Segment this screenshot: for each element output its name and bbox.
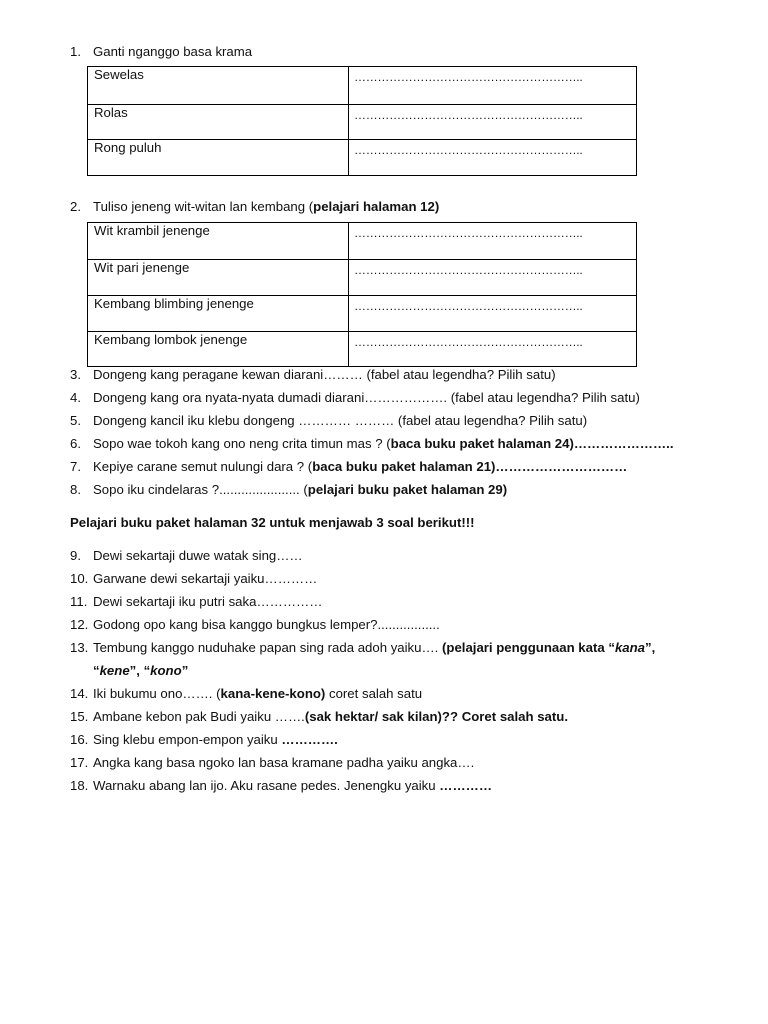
question-13: [70, 640, 655, 655]
question-text: Ambane kebon pak Budi yaiku …….: [93, 709, 305, 724]
table-basa-krama: [87, 66, 637, 176]
kono-word: kono: [150, 663, 182, 678]
question-number: 10.: [70, 571, 89, 586]
question-13-continued: [70, 663, 188, 678]
question-number: 1.: [70, 44, 81, 59]
page-reference: baca buku paket halaman 21)…………………………: [312, 459, 628, 474]
page-reference: pelajari halaman 12): [313, 199, 440, 214]
question-9: [70, 548, 303, 563]
question-text: Iki bukumu ono……. (: [93, 686, 221, 701]
table-row: [88, 67, 637, 105]
question-number: 14.: [70, 686, 89, 701]
question-tail: coret salah satu: [325, 686, 423, 701]
question-17: [70, 755, 474, 770]
page-reference-continued: “kene”, “kono”: [93, 663, 189, 678]
table-row: [88, 332, 637, 367]
instruction: (sak hektar/ sak kilan)?? Coret salah satu.: [304, 709, 568, 724]
row-label: Rolas: [88, 105, 349, 140]
kana-word: kana: [614, 640, 646, 655]
question-text: Dewi sekartaji iku putri saka……………: [93, 594, 323, 609]
kene-word: kene: [99, 663, 130, 678]
question-text: Kepiye carane semut nulungi dara ? (: [93, 459, 313, 474]
page-reference: pelajari buku paket halaman 29): [307, 482, 508, 497]
question-number: 18.: [70, 778, 89, 793]
question-number: 12.: [70, 617, 89, 632]
question-number: 17.: [70, 755, 89, 770]
question-3: [70, 367, 556, 382]
answer-blank[interactable]: …………………………………………………..: [349, 140, 637, 176]
question-18: [70, 778, 492, 793]
question-8: [70, 482, 507, 497]
question-text: Garwane dewi sekartaji yaiku…………: [93, 571, 318, 586]
question-number: 15.: [70, 709, 89, 724]
row-label: Kembang lombok jenenge: [88, 332, 349, 367]
question-10: [70, 571, 317, 586]
question-number: 9.: [70, 548, 81, 563]
table-row: [88, 223, 637, 260]
question-number: 4.: [70, 390, 81, 405]
question-text: Godong opo kang bisa kanggo bungkus lemper?.................: [93, 617, 440, 632]
question-text: Tuliso jeneng wit-witan lan kembang (: [93, 199, 314, 214]
question-text: Dongeng kang peragane kewan diarani……… (fabel atau legendha? Pilih satu): [93, 367, 556, 382]
question-16: [70, 732, 338, 747]
question-2: [70, 199, 439, 214]
answer-blank[interactable]: …………………………………………………..: [349, 296, 637, 332]
question-1: [70, 44, 252, 59]
answer-blank[interactable]: ………….: [281, 732, 338, 747]
row-label: Rong puluh: [88, 140, 349, 176]
question-14: [70, 686, 422, 701]
page-reference: baca buku paket halaman 24)…………………..: [390, 436, 674, 451]
answer-blank[interactable]: …………………………………………………..: [349, 105, 637, 140]
question-6: [70, 436, 674, 451]
question-15: [70, 709, 568, 724]
row-label: Wit krambil jenenge: [88, 223, 349, 260]
question-text: Sing klebu empon-empon yaiku: [93, 732, 282, 747]
word-options: kana-kene-kono): [220, 686, 326, 701]
row-label: Sewelas: [88, 67, 349, 105]
answer-blank[interactable]: …………………………………………………..: [349, 260, 637, 296]
question-number: 3.: [70, 367, 81, 382]
section-heading: Pelajari buku paket halaman 32 untuk menjawab 3 soal berikut!!!: [70, 515, 475, 530]
question-number: 5.: [70, 413, 81, 428]
row-label: Kembang blimbing jenenge: [88, 296, 349, 332]
answer-blank[interactable]: …………………………………………………..: [349, 223, 637, 260]
row-label: Wit pari jenenge: [88, 260, 349, 296]
table-row: [88, 296, 637, 332]
question-text: Sopo iku cindelaras ?...................... (: [93, 482, 308, 497]
answer-blank[interactable]: …………………………………………………..: [349, 67, 637, 105]
question-text: Dewi sekartaji duwe watak sing……: [93, 548, 303, 563]
question-text: Ganti nganggo basa krama: [93, 44, 253, 59]
question-5: [70, 413, 587, 428]
page-reference: (pelajari penggunaan kata “kana”,: [442, 640, 656, 655]
question-number: 11.: [70, 594, 88, 609]
question-text: Dongeng kang ora nyata-nyata dumadi diarani………………. (fabel atau legendha? Pilih satu): [93, 390, 640, 405]
question-7: [70, 459, 627, 474]
table-row: [88, 140, 637, 176]
question-12: [70, 617, 440, 632]
table-row: [88, 105, 637, 140]
question-text: Warnaku abang lan ijo. Aku rasane pedes. Jenengku yaiku: [93, 778, 440, 793]
table-row: [88, 260, 637, 296]
question-text: Sopo wae tokoh kang ono neng crita timun mas ? (: [93, 436, 391, 451]
answer-blank[interactable]: …………: [439, 778, 493, 793]
answer-blank[interactable]: …………………………………………………..: [349, 332, 637, 367]
question-number: 16.: [70, 732, 89, 747]
question-text: Tembung kanggo nuduhake papan sing rada adoh yaiku….: [93, 640, 442, 655]
table-wit-kembang: [87, 222, 637, 367]
question-number: 7.: [70, 459, 81, 474]
question-4: [70, 390, 640, 405]
question-text: Dongeng kancil iku klebu dongeng ………… ……… (fabel atau legendha? Pilih satu): [93, 413, 588, 428]
question-number: 2.: [70, 199, 81, 214]
question-text: Angka kang basa ngoko lan basa kramane padha yaiku angka….: [93, 755, 475, 770]
question-number: 13.: [70, 640, 89, 655]
question-number: 6.: [70, 436, 81, 451]
question-number: 8.: [70, 482, 81, 497]
question-11: [70, 594, 322, 609]
